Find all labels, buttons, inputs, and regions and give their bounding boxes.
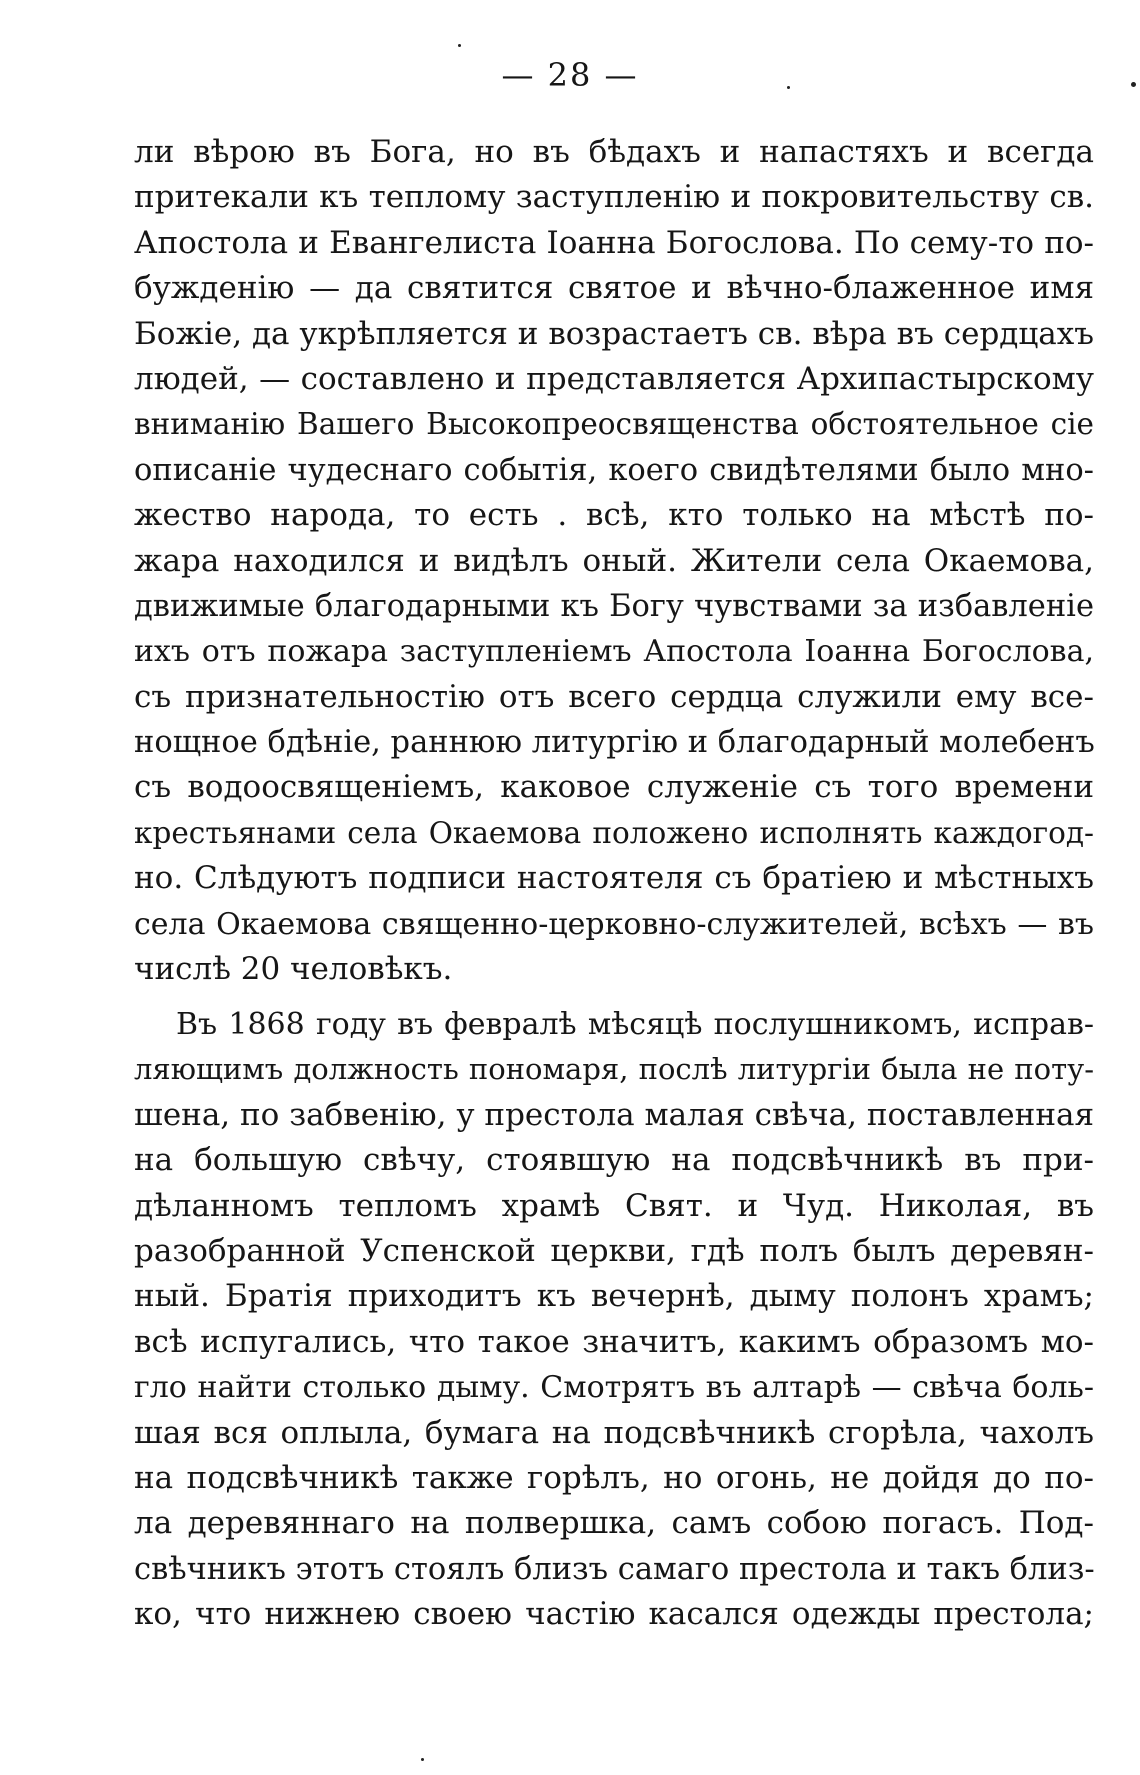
text-line: ко, что нижнею своею частію касался одежды престола; [134, 1596, 1094, 1633]
paragraph-1 [134, 130, 1094, 992]
scan-speck [787, 86, 790, 89]
text-line: ла деревяннаго на полвершка, самъ собою погасъ. Под- [134, 1505, 1094, 1542]
text-line: Божіе, да укрѣпляется и возрастаетъ св. вѣра въ сердцахъ [134, 315, 1094, 352]
scan-speck [421, 1758, 424, 1761]
text-line: гло найти столько дыму. Смотрятъ въ алтарѣ — свѣча боль- [134, 1370, 1094, 1406]
scan-speck [458, 44, 461, 47]
text-line: на большую свѣчу, стоявшую на подсвѣчникѣ въ при- [134, 1142, 1094, 1179]
text-line: ли вѣрою въ Бога, но въ бѣдахъ и напастяхъ и всегда [134, 134, 1094, 170]
paragraph-2 [134, 1002, 1094, 1637]
text-line: числѣ 20 человѣкъ. [134, 951, 453, 988]
text-line: съ признательностію отъ всего сердца служили ему все- [134, 678, 1094, 715]
text-line: бужденію — да святится святое и вѣчно-блаженное имя [134, 270, 1094, 307]
text-line: нощное бдѣніе, раннюю литургію и благодарный молебенъ [134, 725, 1095, 761]
text-line: описаніе чудеснаго событія, коего свидѣтелями было мно- [134, 452, 1094, 488]
text-line: ихъ отъ пожара заступленіемъ Апостола Іоанна Богослова, [134, 634, 1094, 670]
text-line: разобранной Успенской церкви, гдѣ полъ былъ деревян- [134, 1232, 1094, 1269]
text-line: Апостола и Евангелиста Іоанна Богослова. По сему-то по- [134, 224, 1094, 261]
text-line: жество народа, то есть . всѣ, кто только на мѣстѣ по- [134, 497, 1094, 534]
text-line: ный. Братія приходитъ къ вечернѣ, дыму полонъ храмъ; [134, 1278, 1094, 1315]
text-line: движимые благодарными къ Богу чувствами за избавленіе [134, 588, 1094, 624]
text-line: дѣланномъ тепломъ храмѣ Свят. и Чуд. Николая, въ [134, 1187, 1094, 1224]
text-line: ляющимъ должность пономаря, послѣ литургіи была не поту- [134, 1052, 1094, 1087]
text-line: но. Слѣдуютъ подписи настоятеля съ братіею и мѣстныхъ [134, 860, 1094, 897]
text-line: притекали къ теплому заступленію и покровительству св. [134, 179, 1094, 216]
text-line: свѣчникъ этотъ стоялъ близъ самаго престола и такъ близ- [134, 1551, 1095, 1587]
text-line: съ водоосвященіемъ, каковое служеніе съ того времени [134, 769, 1094, 806]
text-line: всѣ испугались, что такое значитъ, какимъ образомъ мо- [134, 1323, 1094, 1360]
scan-speck [1131, 82, 1136, 87]
text-line: людей, — составлено и представляется Архипастырскому [134, 360, 1094, 397]
text-line: села Окаемова священно-церковно-служителей, всѣхъ — въ [134, 906, 1094, 942]
text-line: жара находился и видѣлъ оный. Жители села Окаемова, [134, 542, 1094, 579]
text-line: крестьянами села Окаемова положено исполнять каждогод- [134, 815, 1094, 850]
text-line: Въ 1868 году въ февралѣ мѣсяцѣ послушникомъ, исправ- [176, 1007, 1094, 1042]
text-line: шая вся оплыла, бумага на подсвѣчникѣ сгорѣла, чахолъ [134, 1414, 1094, 1451]
text-line: шена, по забвенію, у престола малая свѣча, поставленная [134, 1096, 1095, 1133]
page-number: — 28 — [501, 56, 639, 94]
text-line: на подсвѣчникѣ также горѣлъ, но огонь, не дойдя до по- [134, 1459, 1094, 1496]
text-line: вниманію Вашего Высокопреосвященства обстоятельное сіе [134, 407, 1094, 442]
